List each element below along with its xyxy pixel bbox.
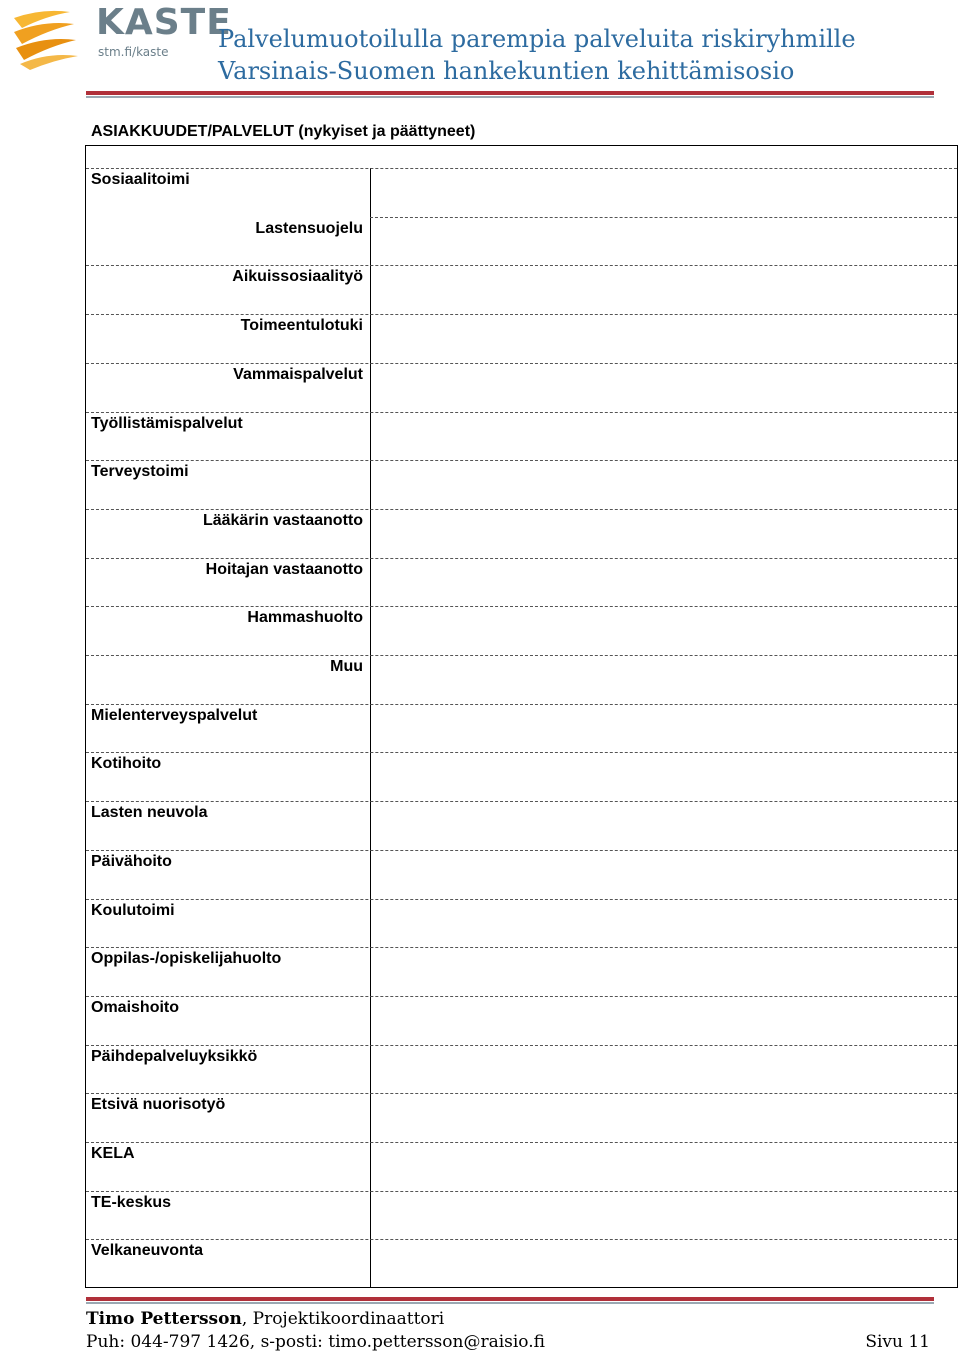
table-row-label: Työllistämispalvelut [91, 414, 243, 432]
table-row-label: Muu [330, 658, 363, 675]
kaste-flame-icon [12, 6, 92, 70]
table-row-separator [86, 460, 957, 461]
table-row-separator [86, 558, 957, 559]
table-row-separator [86, 850, 957, 851]
table-row-label: Sosiaalitoimi [91, 171, 190, 188]
table-row-label: Lääkärin vastaanotto [202, 511, 363, 529]
logo-url: stm.fi/kaste [98, 45, 169, 59]
header-title-line2: Varsinais-Suomen hankekuntien kehittämisosio [218, 57, 795, 85]
table-row-separator [86, 1093, 957, 1094]
kaste-logo [12, 2, 232, 70]
footer-author [86, 1309, 444, 1329]
table-row-separator [86, 996, 957, 997]
section-title: ASIAKKUUDET/PALVELUT (nykyiset ja päättyneet) [91, 123, 476, 140]
table-row-label: Koulutoimi [91, 901, 175, 919]
table-row-label: Mielenterveyspalvelut [91, 706, 258, 724]
table-row-separator [86, 265, 957, 266]
table-row-separator [86, 1191, 957, 1192]
table-row-label: TE-keskus [91, 1193, 172, 1211]
table-row-separator [86, 752, 957, 753]
table-row-label: Hammashuolto [247, 609, 363, 627]
page-number: Sivu 11 [865, 1332, 930, 1352]
table-row-separator [86, 314, 957, 315]
table-row-label: Aikuissosiaalityö [232, 268, 363, 286]
footer-rule-red [86, 1297, 934, 1301]
table-row-label: Lastensuojelu [255, 219, 363, 237]
table-row-label: Oppilas-/opiskelijahuolto [91, 950, 282, 968]
author-name: Timo Pettersson [86, 1309, 242, 1329]
header-rule-grey [86, 96, 934, 98]
table-row-separator [86, 947, 957, 948]
footer-rule-grey [86, 1302, 934, 1304]
services-table [85, 145, 958, 1288]
table-row-separator [86, 801, 957, 802]
author-role: , Projektikoordinaattori [241, 1309, 445, 1329]
footer-contact: Puh: 044-797 1426, s-posti: timo.pettersson@raisio.fi [86, 1332, 545, 1352]
table-row-separator [86, 704, 957, 705]
table-row-label: Velkaneuvonta [91, 1242, 204, 1260]
table-row-label: KELA [91, 1145, 135, 1162]
table-row-separator [86, 363, 957, 364]
table-row-label: Lasten neuvola [91, 804, 208, 822]
table-row-separator [86, 899, 957, 900]
table-row-separator [86, 655, 957, 656]
table-row-separator [86, 168, 957, 169]
table-row-label: Hoitajan vastaanotto [205, 560, 363, 578]
table-row-separator [370, 217, 957, 218]
table-row-separator [86, 1142, 957, 1143]
table-row-separator [86, 412, 957, 413]
table-row-label: Kotihoito [91, 755, 162, 773]
table-row-separator [86, 509, 957, 510]
table-row-label: Päivähoito [91, 852, 172, 870]
table-row-label: Etsivä nuorisotyö [91, 1096, 226, 1114]
table-column-divider [370, 168, 371, 1287]
table-row-label: Toimeentulotuki [240, 317, 363, 335]
table-row-label: Vammaispalvelut [233, 365, 363, 383]
table-row-label: Omaishoito [91, 998, 180, 1016]
header-rule-red [86, 91, 934, 95]
header-title-line1: Palvelumuotoilulla parempia palveluita riskiryhmille [218, 25, 856, 53]
table-row-separator [86, 1239, 957, 1240]
table-row-separator [86, 606, 957, 607]
table-row-label: Terveystoimi [91, 463, 189, 481]
table-row-label: Päihdepalveluyksikkö [91, 1047, 258, 1065]
logo-wordmark: KASTE [96, 2, 232, 43]
table-row-separator [86, 1045, 957, 1046]
